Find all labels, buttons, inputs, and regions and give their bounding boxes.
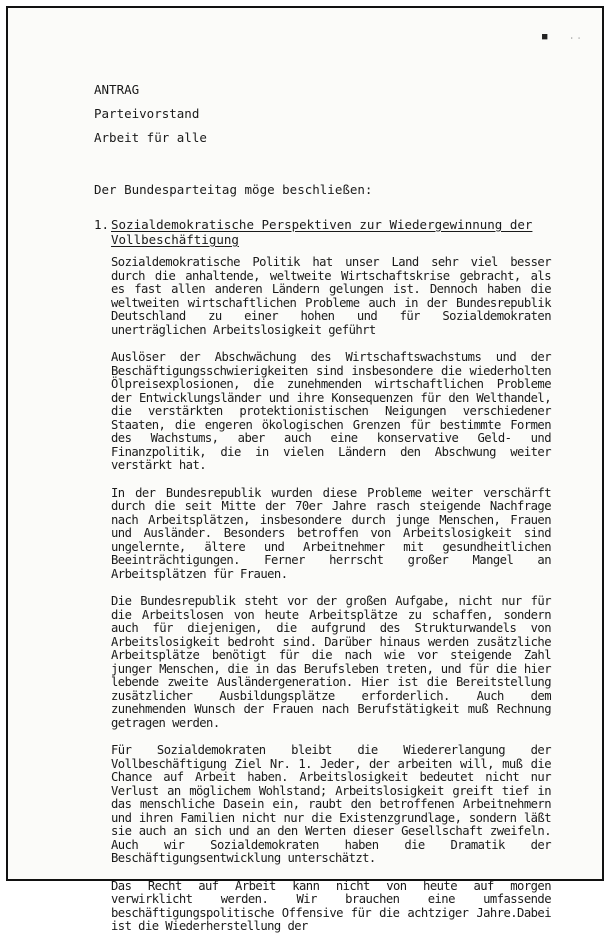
section-title: Sozialdemokratische Perspektiven zur Wiedergewinnung der Vollbeschäftigung <box>111 217 533 247</box>
paragraph: Auslöser der Abschwächung des Wirtschaftswachstums und der Beschäftigungsschwierigkeiten sind insbesondere die wiederholten Ölpreisexplosionen, die zunehmenden wirtschaftlichen Probleme der Entwicklungsländer und ihre Konsequenzen für den Welthandel, die verstärkten protektionistischen Neigungen verschiedener Staaten, die engeren ökologischen Grenzen für bestimmte Formen des Wachstums, aber auch eine konservative Geld- und Finanzpolitik, die in vielen Ländern den Abschwung weiter verstärkt hat. <box>111 350 551 472</box>
document-page <box>6 6 604 933</box>
paragraph: Sozialdemokratische Politik hat unser Land sehr viel besser durch die anhaltende, weltweite Wirtschaftskrise gebracht, als es fast allen anderen Ländern gelungen ist. Dennoch haben die weltweiten wirtschaftlichen Probleme auch in der Bundesrepublik Deutschland zu einer hohen und für Sozialdemokraten unerträglichen Arbeitslosigkeit geführt <box>111 255 551 337</box>
section-number: 1. <box>94 217 110 232</box>
document-subject: Arbeit für alle <box>94 130 207 145</box>
corner-dots: · · <box>570 35 581 42</box>
paragraph: Das Recht auf Arbeit kann nicht von heute auf morgen verwirklicht werden. Wir brauchen eine umfassende beschäftigungspolitische Offensive für die achtziger Jahre.Dabei ist die Wiederherstellung der <box>111 878 551 933</box>
paragraph: Für Sozialdemokraten bleibt die Wiedererlangung der Vollbeschäftigung Ziel Nr. 1. Jeder, der arbeiten will, muß die Chance auf Arbeit haben. Arbeitslosigkeit bedeutet nicht nur Verlust an möglichem Wohlstand; Arbeitslosigkeit greift tief in das menschliche Dasein ein, raubt den betroffenen Arbeitnehmern und ihren Familien nicht nur die Existenzgrundlage, sondern läßt sie auch an sich und an den Werten dieser Gesellschaft zweifeln. Auch wir Sozialdemokraten haben die Dramatik der Beschäftigungsentwicklung unterschätzt. <box>111 743 551 865</box>
resolution-intro: Der Bundesparteitag möge beschließen: <box>94 182 373 197</box>
document-title: ANTRAG <box>94 82 140 97</box>
document-body <box>111 256 551 948</box>
corner-mark: ■ <box>542 32 548 42</box>
document-author: Parteivorstand <box>94 106 200 121</box>
document-header <box>94 78 207 150</box>
paragraph: In der Bundesrepublik wurden diese Probleme weiter verschärft durch die seit Mitte der 70er Jahre rasch steigende Nachfrage nach Arbeitsplätzen, insbesondere durch junge Menschen, Frauen und Ausländer. Besonders betroffen von Arbeitslosigkeit sind ungelernte, ältere und Arbeitnehmer mit gesundheitlichen Beeinträchtigungen. Ferner herrscht großer Mangel an Arbeitsplätzen für Frauen. <box>111 485 551 581</box>
paragraph: Die Bundesrepublik steht vor der großen Aufgabe, nicht nur für die Arbeitslosen von heute Arbeitsplätze zu schaffen, sondern auch für diejenigen, die aufgrund des Strukturwandels von Arbeitslosigkeit bedroht sind. Darüber hinaus werden zusätzliche Arbeitsplätze benötigt für die nach wie vor steigende Zahl junger Menschen, die in das Berufsleben treten, und für die hier lebende zweite Ausländergeneration. Hier ist die Bereitstellung zusätzlicher Ausbildungsplätze erforderlich. Auch dem zunehmenden Wunsch der Frauen nach Berufstätigkeit muß Rechnung getragen werden. <box>111 594 551 730</box>
section-heading <box>94 217 544 247</box>
